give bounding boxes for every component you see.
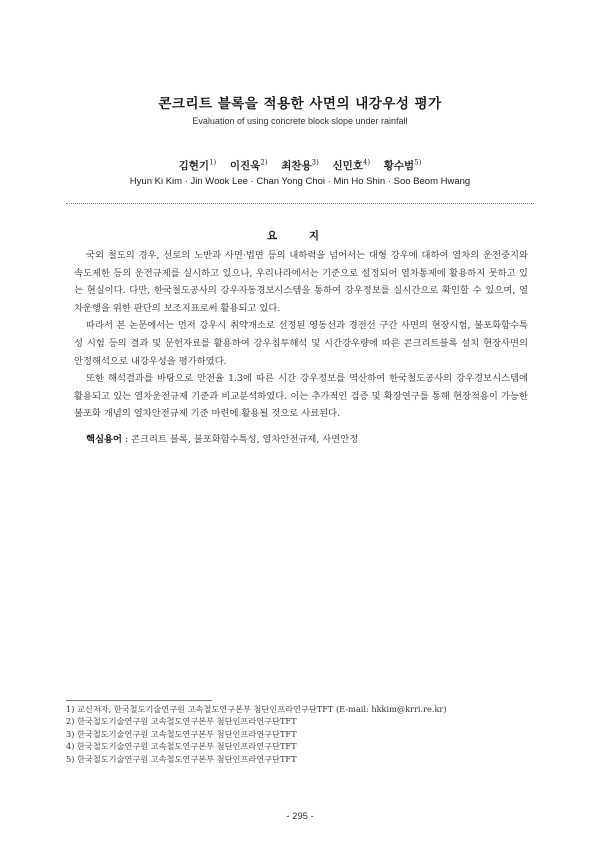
author-2: 이진욱$^{2)}$ bbox=[229, 158, 268, 172]
footnote-3: 3) 한국철도기술연구원 고속철도연구본부 첨단인프라연구단TFT bbox=[66, 728, 297, 739]
page-number: - 295 - bbox=[286, 811, 314, 822]
abstract-paragraph-2: 따라서 본 논문에서는 먼저 강우시 취약개소로 선정된 영동선과 경전선 구간 사면의 현장시험, 불포화함수특성 시험 등의 결과 및 문헌자료를 활용하여 강우침투해석 및 시간강우량에 따른 콘크리트블록 설치 현장사면의 안정해석으로 내강우성을 평가하였다. bbox=[74, 320, 528, 367]
author-2-affiliation-mark: 2) bbox=[260, 158, 268, 167]
abstract-paragraph-3: 또한 해석결과를 바탕으로 안전율 1.3에 따른 시간 강우정보를 역산하여 한국철도공사의 강우경보시스템에 활용되고 있는 열차운전규제 기준과 비교분석하였다. 이는 추가적인 검증 및 확장연구를 통해 현장적용이 가능한 불포화 개념의 열차안전규제 기준 마련에 활용될 것으로 사료된다. bbox=[74, 373, 528, 420]
paper-title: 콘크리트 블록을 적용한 사면의 내강우성 평가 bbox=[158, 96, 442, 112]
abstract-paragraph-1: 국외 철도의 경우, 선로의 노반과 사면·법면 등의 내하력을 넘어서는 대형 강우에 대하여 열차의 운전중지와 속도제한 등의 운전규제를 실시하고 있으나, 우리나라에서는 기준으로 설정되어 열차통제에 활용하지 못하고 있는 현실이다. 다만, 한국철도공사의 강우자동경보시스템을 통하여 강우정보를 실시간으로 확인할 수 있으며, 열차운행을 위한 판단의 보조지표로써 활용되고 있다. bbox=[74, 250, 528, 314]
author-5: 황수범$^{5)}$ bbox=[383, 158, 422, 172]
author-4-affiliation-mark: 4) bbox=[362, 158, 371, 167]
footnote-5: 5) 한국철도기술연구원 고속철도연구본부 첨단인프라연구단TFT bbox=[66, 753, 297, 764]
author-list-english: Hyun Ki Kim · Jin Wook Lee · Chan Yong Choi · Min Ho Shin · Soo Beom Hwang bbox=[129, 176, 471, 187]
section-divider bbox=[66, 203, 534, 204]
footnote-2: 2) 한국철도기술연구원 고속철도연구본부 첨단인프라연구단TFT bbox=[66, 716, 297, 727]
footnote-4: 4) 한국철도기술연구원 고속철도연구본부 첨단인프라연구단TFT bbox=[66, 741, 297, 752]
paper-title-english: Evaluation of using concrete block slope under rainfall bbox=[192, 116, 408, 126]
author-1-affiliation-mark: 1) bbox=[209, 158, 217, 167]
author-3-affiliation-mark: 3) bbox=[311, 158, 319, 167]
footnote-divider bbox=[66, 700, 212, 701]
author-3: 최찬용$^{3)}$ bbox=[281, 158, 319, 172]
keywords-text: 콘크리트 블록, 불포화함수특성, 열차안전규제, 사면안정 bbox=[130, 434, 359, 445]
author-1: 김현기$^{1)}$ bbox=[178, 158, 217, 172]
author-4: 신민호$^{4)}$ bbox=[332, 158, 371, 172]
keywords-label: 핵심용어 bbox=[86, 434, 122, 444]
footnote-1: 1) 교신저자, 한국철도기술연구원 고속철도연구본부 첨단인프라연구단TFT (E-mail: hkkim@krri.re.kr) bbox=[66, 704, 447, 714]
abstract-body bbox=[74, 247, 528, 423]
abstract-heading: 요 지 bbox=[267, 230, 333, 242]
footnotes bbox=[66, 703, 536, 765]
author-list-korean bbox=[0, 158, 600, 173]
author-5-affiliation-mark: 5) bbox=[414, 158, 422, 167]
keywords bbox=[86, 431, 526, 445]
keywords-separator: : bbox=[121, 434, 131, 445]
